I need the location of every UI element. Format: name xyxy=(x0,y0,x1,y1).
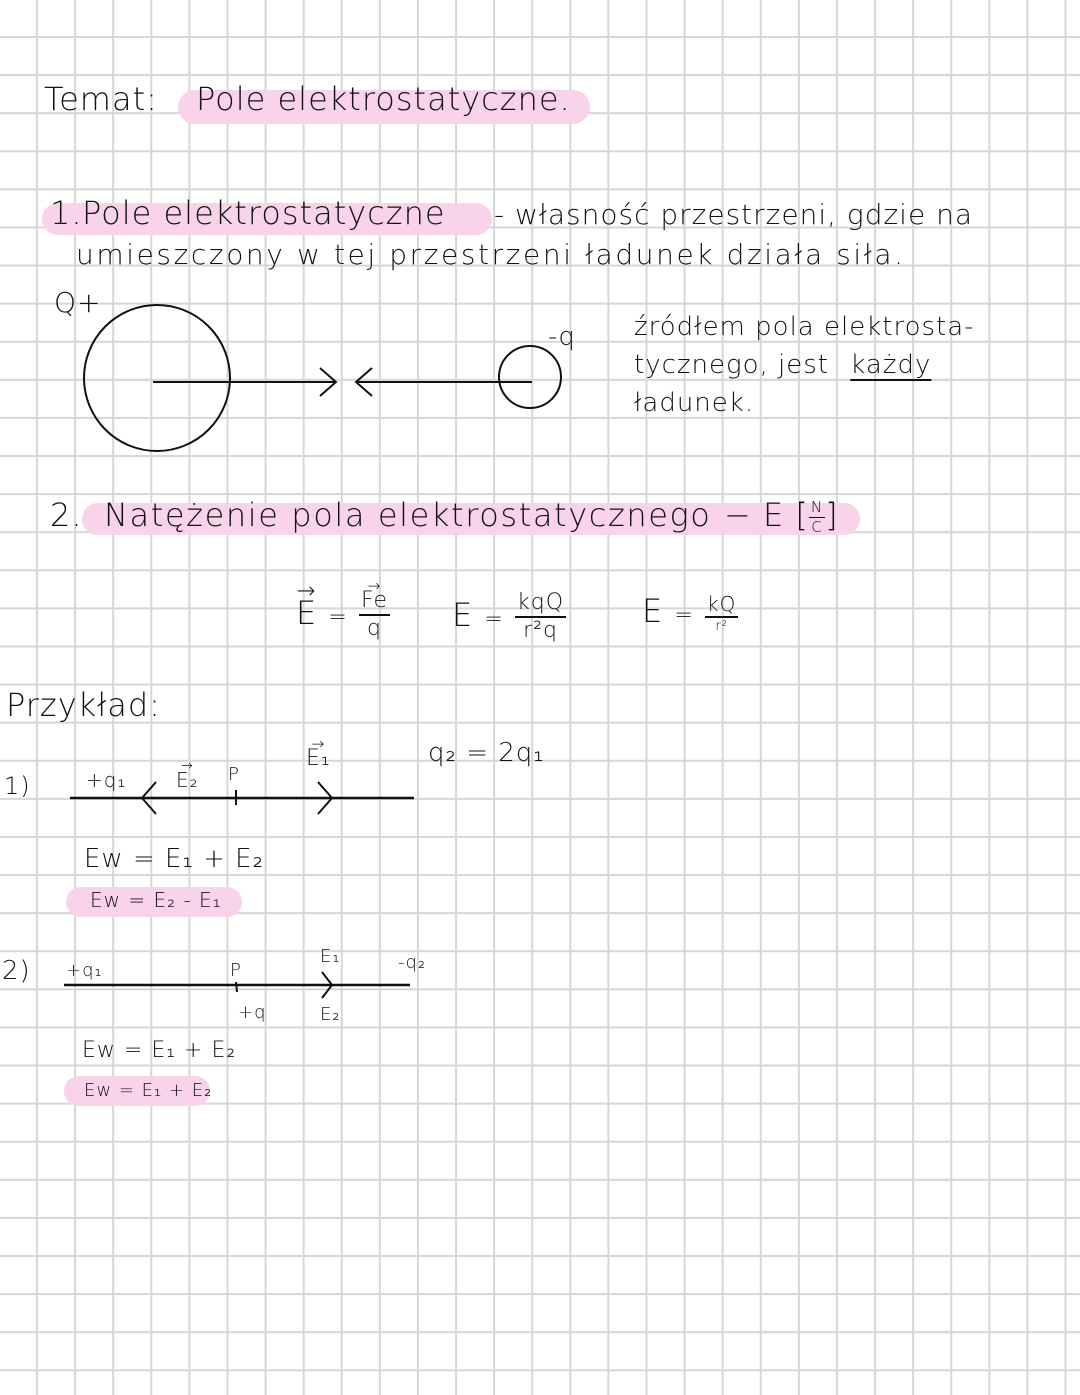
example-heading: Przykład: xyxy=(6,686,161,724)
small-charge-label: -q xyxy=(548,322,576,352)
example2-number: 2) xyxy=(2,956,31,986)
formula3-denominator: r² xyxy=(715,618,728,634)
source-note-line1: źródłem pola elektrosta- xyxy=(634,312,975,342)
title-prefix: Temat: xyxy=(44,80,158,118)
section2-heading: Natężenie pola elektrostatycznego xyxy=(104,496,712,534)
example2-vector-top: E₁ xyxy=(320,946,341,967)
big-charge-label: Q+ xyxy=(54,286,102,319)
formula1-lhs: → E xyxy=(296,594,317,632)
example2-charge-left: +q₁ xyxy=(66,960,103,981)
example2-test-charge: +q xyxy=(238,1002,267,1023)
example1-vector-left: → E₂ xyxy=(176,768,199,792)
unit-denominator: C xyxy=(811,517,823,536)
example1-vector-right: → E₁ xyxy=(306,746,331,771)
page-title: Pole elektrostatyczne. xyxy=(196,80,571,118)
formula1-denominator: q xyxy=(367,616,382,641)
formula-final: E = $\frac{kQ}{\text{r²}}$ xyxy=(642,591,737,634)
example1-relation: q₂ = 2q₁ xyxy=(428,738,545,768)
section1-number: 1. xyxy=(50,194,83,232)
unit-numerator: N xyxy=(810,497,824,516)
example2-scalar-result: Ew = E₁ + E₂ xyxy=(84,1080,213,1101)
formula-definition: → E = → $\frac{Fe}{q}$ xyxy=(296,590,390,640)
section1-definition-line2: umieszczony w tej przestrzeni ładunek działa siła. xyxy=(76,238,906,271)
example2-charge-right: -q₂ xyxy=(398,952,427,973)
example2-vector-sum: Ew = E₁ + E₂ xyxy=(82,1038,237,1063)
formula2-lhs: E xyxy=(452,596,474,634)
source-note-line3: ładunek. xyxy=(634,388,755,418)
formula3-lhs: E xyxy=(642,592,664,630)
formula3-numerator: kQ xyxy=(707,591,737,616)
section2-unit: − E [ $\frac{N}{C}$ ] xyxy=(724,496,839,536)
example1-number: 1) xyxy=(4,772,31,800)
formula-substituted: E = $\frac{\text{kqQ}}{\text{r²q}}$ xyxy=(452,590,565,643)
section1-definition-line1: - własność przestrzeni, gdzie na xyxy=(494,198,973,231)
unit-symbol: − E [ xyxy=(724,496,809,534)
section2-number: 2. xyxy=(50,496,83,534)
source-note-line2-text: tycznego, jest xyxy=(634,350,829,380)
formula1-numerator: → Fe xyxy=(359,590,390,616)
example1-scalar-result: Ew = E₂ - E₁ xyxy=(90,888,222,912)
formula2-denominator: r²q xyxy=(523,618,558,643)
example1-point: P xyxy=(228,764,240,785)
example1-vector-sum: Ew = E₁ + E₂ xyxy=(84,844,265,874)
formula2-numerator: kqQ xyxy=(515,592,566,618)
source-note-underlined: każdy xyxy=(850,350,932,380)
example2-point: P xyxy=(230,960,242,981)
section1-term: Pole elektrostatyczne xyxy=(82,194,446,232)
example1-charge-left: +q₁ xyxy=(86,768,127,792)
example2-vector-bottom: E₂ xyxy=(320,1004,341,1025)
